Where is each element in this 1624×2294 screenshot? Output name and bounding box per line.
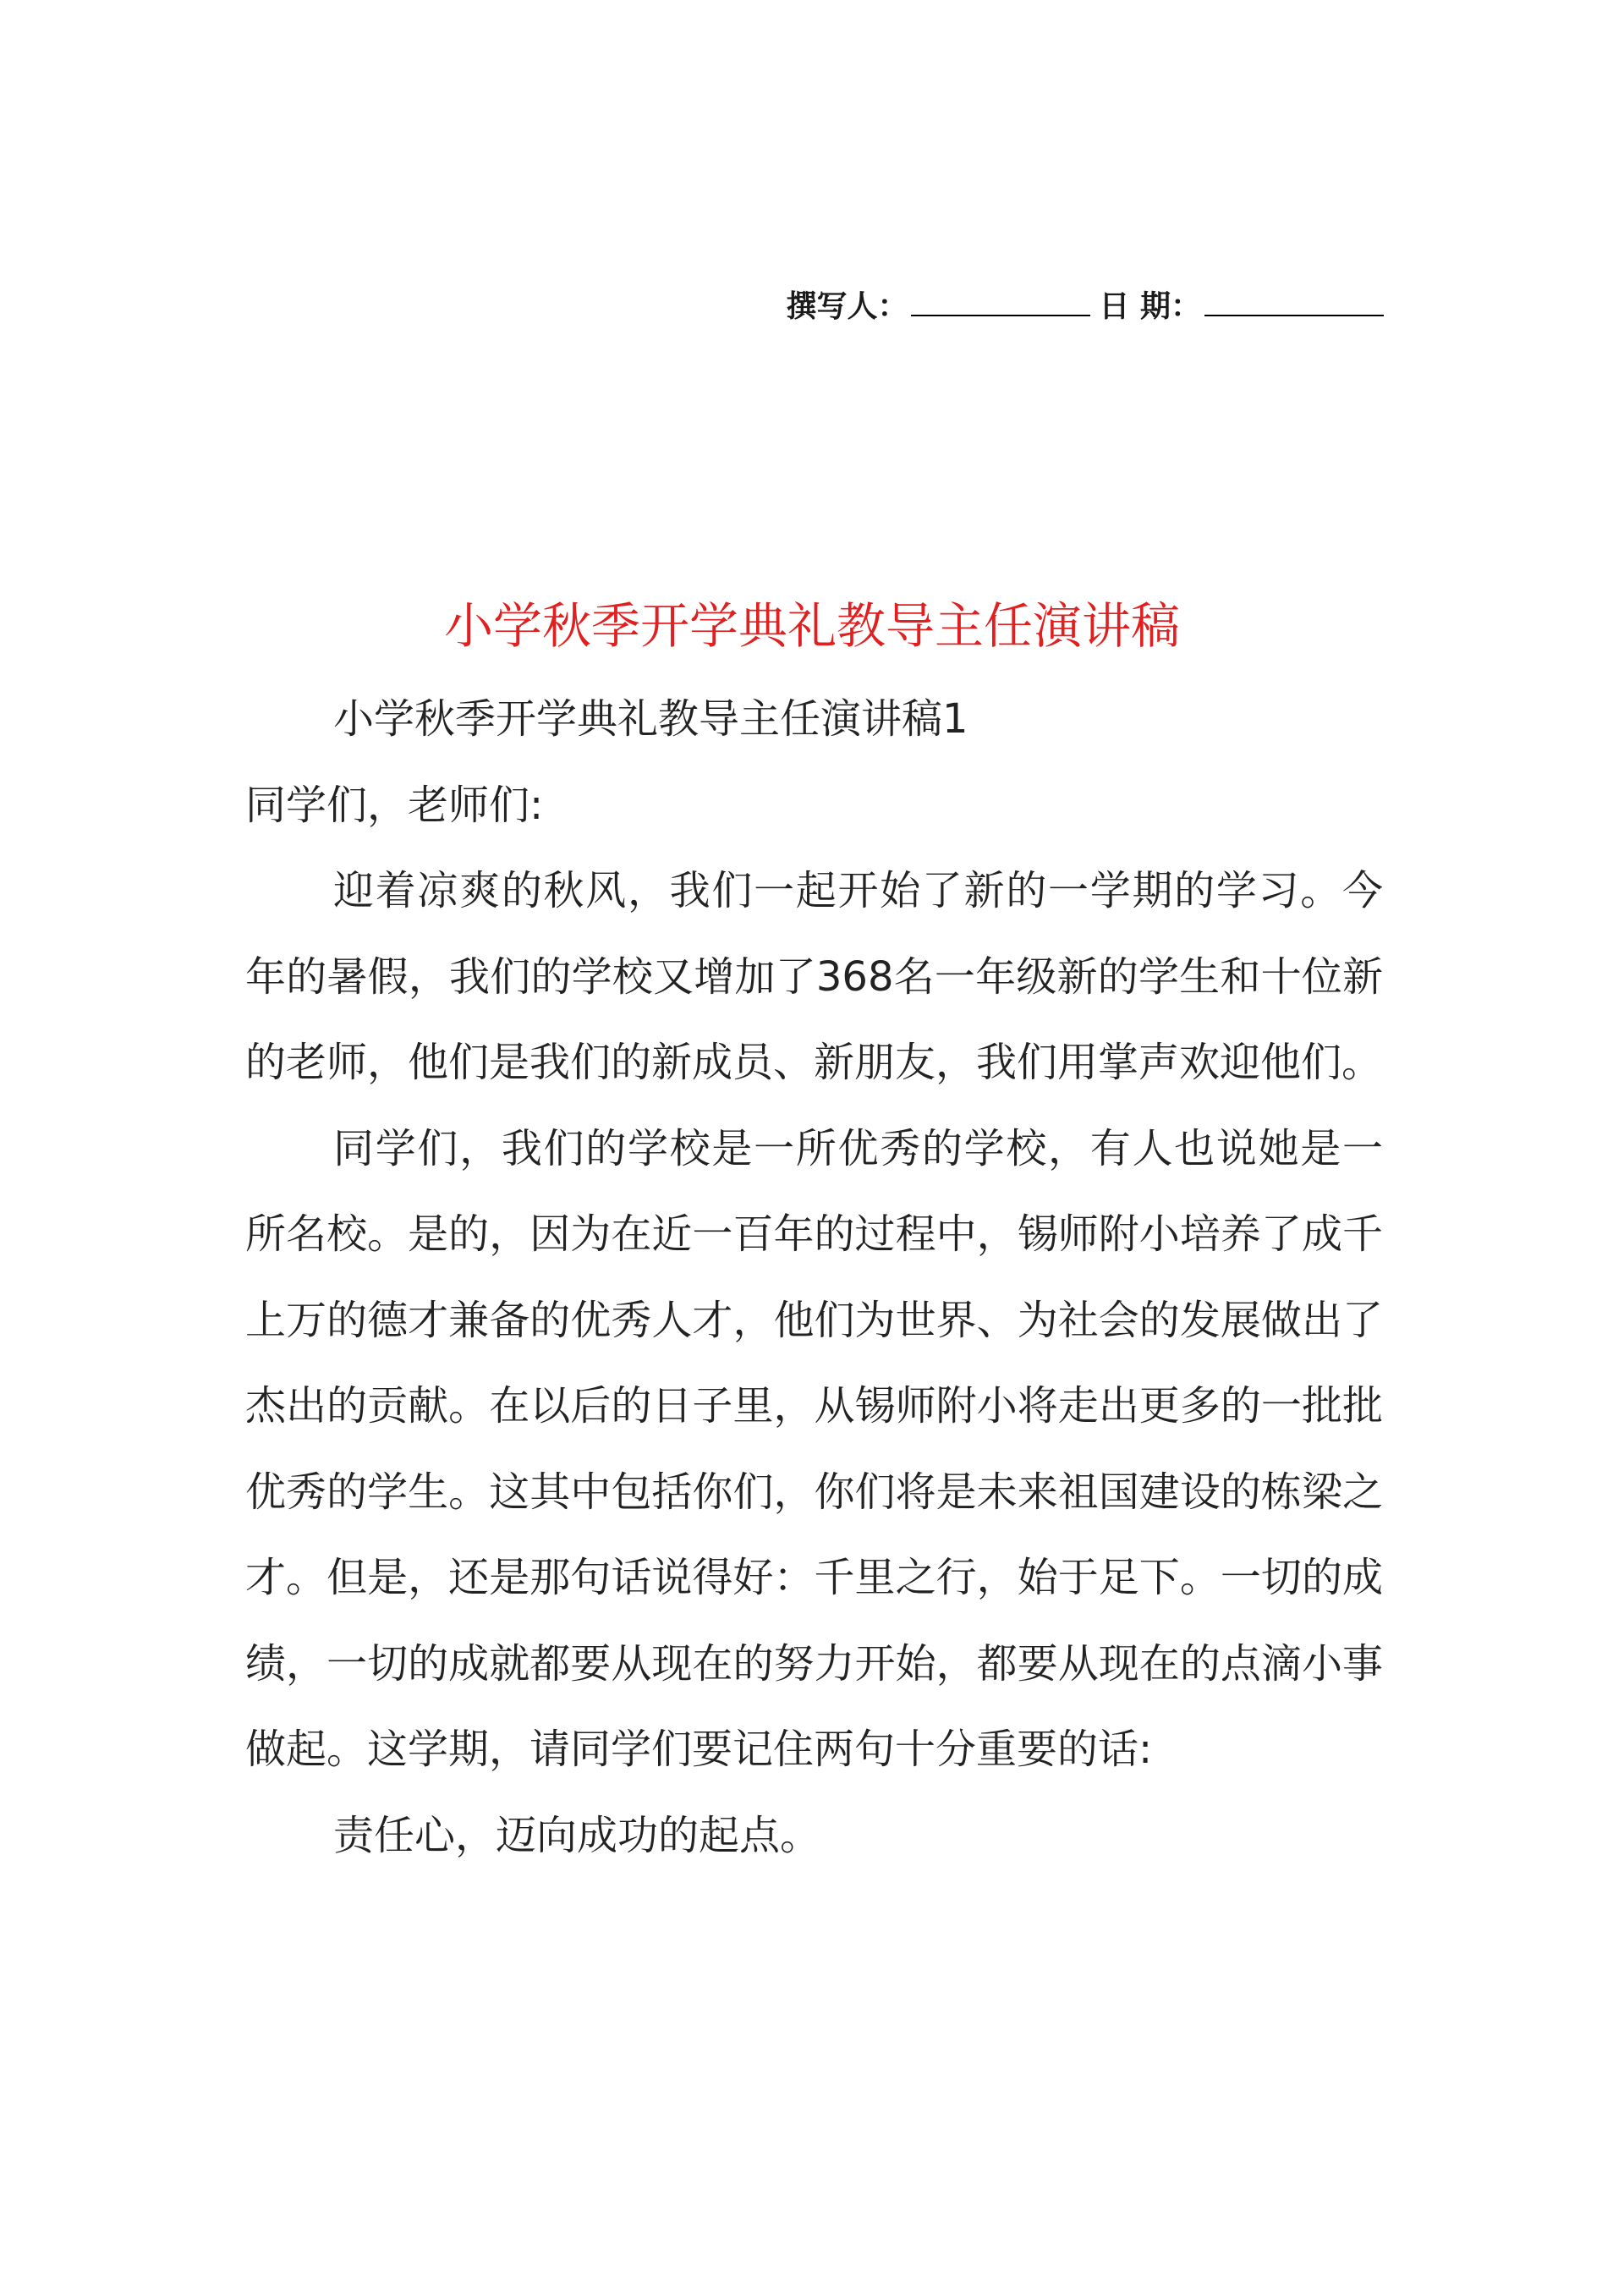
document-body — [245, 677, 1383, 1879]
salutation: 同学们，老师们: — [245, 781, 544, 829]
header-signature-line — [0, 284, 1387, 326]
author-blank-field — [911, 284, 1090, 316]
document-subtitle: 小学秋季开学典礼教导主任演讲稿1 — [333, 695, 968, 743]
date-blank-field — [1204, 284, 1384, 316]
paragraph: 同学们，我们的学校是一所优秀的学校，有人也说她是一所名校。是的，因为在近一百年的过程中，锡师附小培养了成千上万的德才兼备的优秀人才，他们为世界、为社会的发展做出了杰出的贡献。在以后的日子里，从锡师附小将走出更多的一批批优秀的学生。这其中包括你们，你们将是未来祖国建设的栋梁之才。但是，还是那句话说得好：千里之行，始于足下。一切的成绩，一切的成就都要从现在的努力开始，都要从现在的点滴小事做起。这学期，请同学们要记住两句十分重要的话: — [245, 1124, 1383, 1773]
document-title: 小学秋季开学典礼教导主任演讲稿 — [443, 597, 1180, 655]
author-label: 撰写人： — [786, 289, 908, 324]
paragraph: 迎着凉爽的秋风，我们一起开始了新的一学期的学习。今年的暑假，我们的学校又增加了368名一年级新的学生和十位新的老师，他们是我们的新成员、新朋友，我们用掌声欢迎他们。 — [245, 867, 1383, 1086]
paragraph: 责任心，迈向成功的起点。 — [333, 1811, 821, 1859]
date-label: 日 期： — [1099, 289, 1201, 324]
